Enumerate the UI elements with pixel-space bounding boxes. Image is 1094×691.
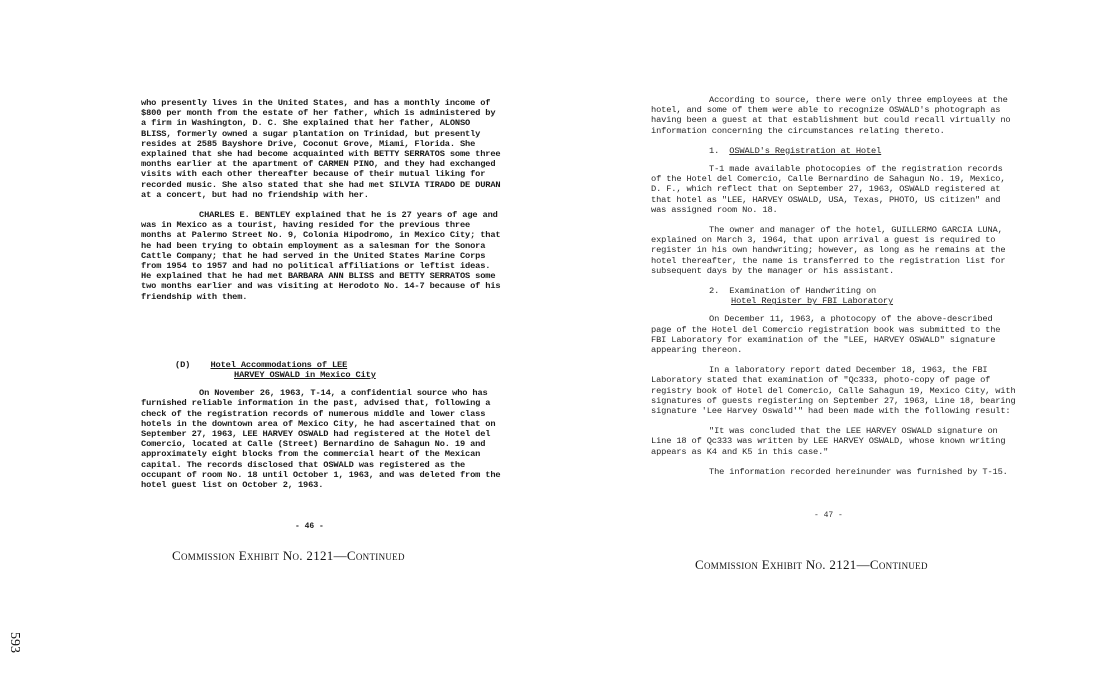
section-d-title-line1: Hotel Accommodations of LEE — [210, 359, 348, 370]
paragraph-t14: On November 26, 1963, T-14, a confidential source who has furnished reliable information in the past, advised that, following a check of the registration records of numerous middle and lower class hotels in the downtown area of Mexico City, he had ascertained that on September 27, 1963, LEE HARVEY OSWALD had registered at the Hotel del Comercio, located at Calle (Street) Bernardino de Sahagun No. 19 and approximately eight blocks from the commercial heart of the Mexican capital. The records disclosed that OSWALD was registered as the occupant of room No. 18 until October 1, 1963, and was deleted from the hotel guest list on October 2, 1963. — [141, 388, 506, 491]
paragraph-lab-report: In a laboratory report dated December 18, 1963, the FBI Laboratory stated that examination of "Qc333, photo-copy of page of registry book of Hotel del Comercio, Calle Sahagun 19, Mexico City, with signatures of guests registering on September 27, 1963, Line 18, bearing signature 'Lee Harvey Oswald'" had been made with the following result: — [651, 365, 1021, 417]
exhibit-caption-right: Commission Exhibit No. 2121—Continued — [695, 557, 928, 572]
right-page — [547, 0, 1094, 691]
paragraph-quote: "It was concluded that the LEE HARVEY OSWALD signature on Line 18 of Qc333 was written by LEE HARVEY OSWALD, whose known writing appears as K4 and K5 in this case." — [651, 426, 1011, 457]
heading2-number: 2. — [709, 286, 720, 297]
folio-47: - 47 - — [814, 511, 843, 520]
folio-46: - 46 - — [295, 522, 324, 531]
left-page-body — [141, 98, 506, 500]
paragraph-bentley: CHARLES E. BENTLEY explained that he is 27 years of age and was in Mexico as a tourist, having resided for the previous three months at Palermo Street No. 9, Colonia Hipodromo, in Mexico City; that he had been trying to obtain employment as a salesman for the Sonora Cattle Company; that he had served in the United States Marine Corps from 1954 to 1957 and had no political affiliations or leftist ideas. He explained that he had met BARBARA ANN BLISS and BETTY SERRATOS some two months earlier and was visiting at Herodoto No. 14-7 because of his friendship with them. — [141, 210, 506, 302]
paragraph-t15: The information recorded hereinunder was furnished by T-15. — [709, 466, 1008, 477]
section-d-label: (D) — [175, 359, 191, 370]
exhibit-caption-left: Commission Exhibit No. 2121—Continued — [172, 548, 405, 563]
heading2-line1: Examination of Handwriting on — [729, 286, 877, 297]
heading1-text: OSWALD's Registration at Hotel — [729, 145, 882, 156]
heading-handwriting — [651, 286, 1016, 306]
paragraph-dec11: On December 11, 1963, a photocopy of the above-described page of the Hotel del Comercio registration book was submitted to the FBI Laboratory for examination of the "LEE, HARVEY OSWALD" signature appearing thereon. — [651, 314, 1006, 356]
paragraph-owner: The owner and manager of the hotel, GUILLERMO GARCIA LUNA, explained on March 3, 1964, that upon arrival a guest is required to register in his own handwriting; however, as long as he remains at the hotel thereafter, the name is transferred to the registration list for subsequent days by the manager or his assistant. — [651, 225, 1011, 276]
right-page-body — [651, 95, 1021, 487]
heading2-line2: Hotel Register by FBI Laboratory — [731, 296, 894, 307]
paragraph-t1: T-1 made available photocopies of the registration records of the Hotel del Comercio, Calle Bernardino de Sahagun No. 19, Mexico, D. F., which reflect that on September 27, 1963, OSWALD registered at that hotel as "LEE, HARVEY OSWALD, USA, Texas, PHOTO, US citizen" and was assigned room No. 18. — [651, 164, 1011, 215]
heading1-number: 1. — [709, 145, 720, 156]
heading-registration — [651, 146, 1016, 156]
section-d-title-line2: HARVEY OSWALD in Mexico City — [234, 370, 376, 381]
paragraph-source: According to source, there were only three employees at the hotel, and some of them were able to recognize OSWALD's photograph as having been a guest at that establishment but could recall virtually no information concerning the circumstances relating thereto. — [651, 95, 1016, 136]
paragraph-bliss: who presently lives in the United States, and has a monthly income of $800 per month from the estate of her father, which is administered by a firm in Washington, D. C. She explained that her father, ALONSO BLISS, formerly owned a sugar plantation on Trinidad, but presently resides at 2585 Bayshore Drive, Coconut Grove, Miami, Florida. She explained that she had become acquainted with BETTY SERRATOS some three months earlier at the apartment of CARMEN PINO, and they had exchanged visits with each other thereafter because of their mutual liking for recorded music. She also stated that she had met SILVIA TIRADO DE DURAN at a concert, but had no friendship with her. — [141, 98, 506, 200]
section-d-heading — [141, 360, 501, 380]
volume-page-number: 593 — [7, 632, 22, 653]
